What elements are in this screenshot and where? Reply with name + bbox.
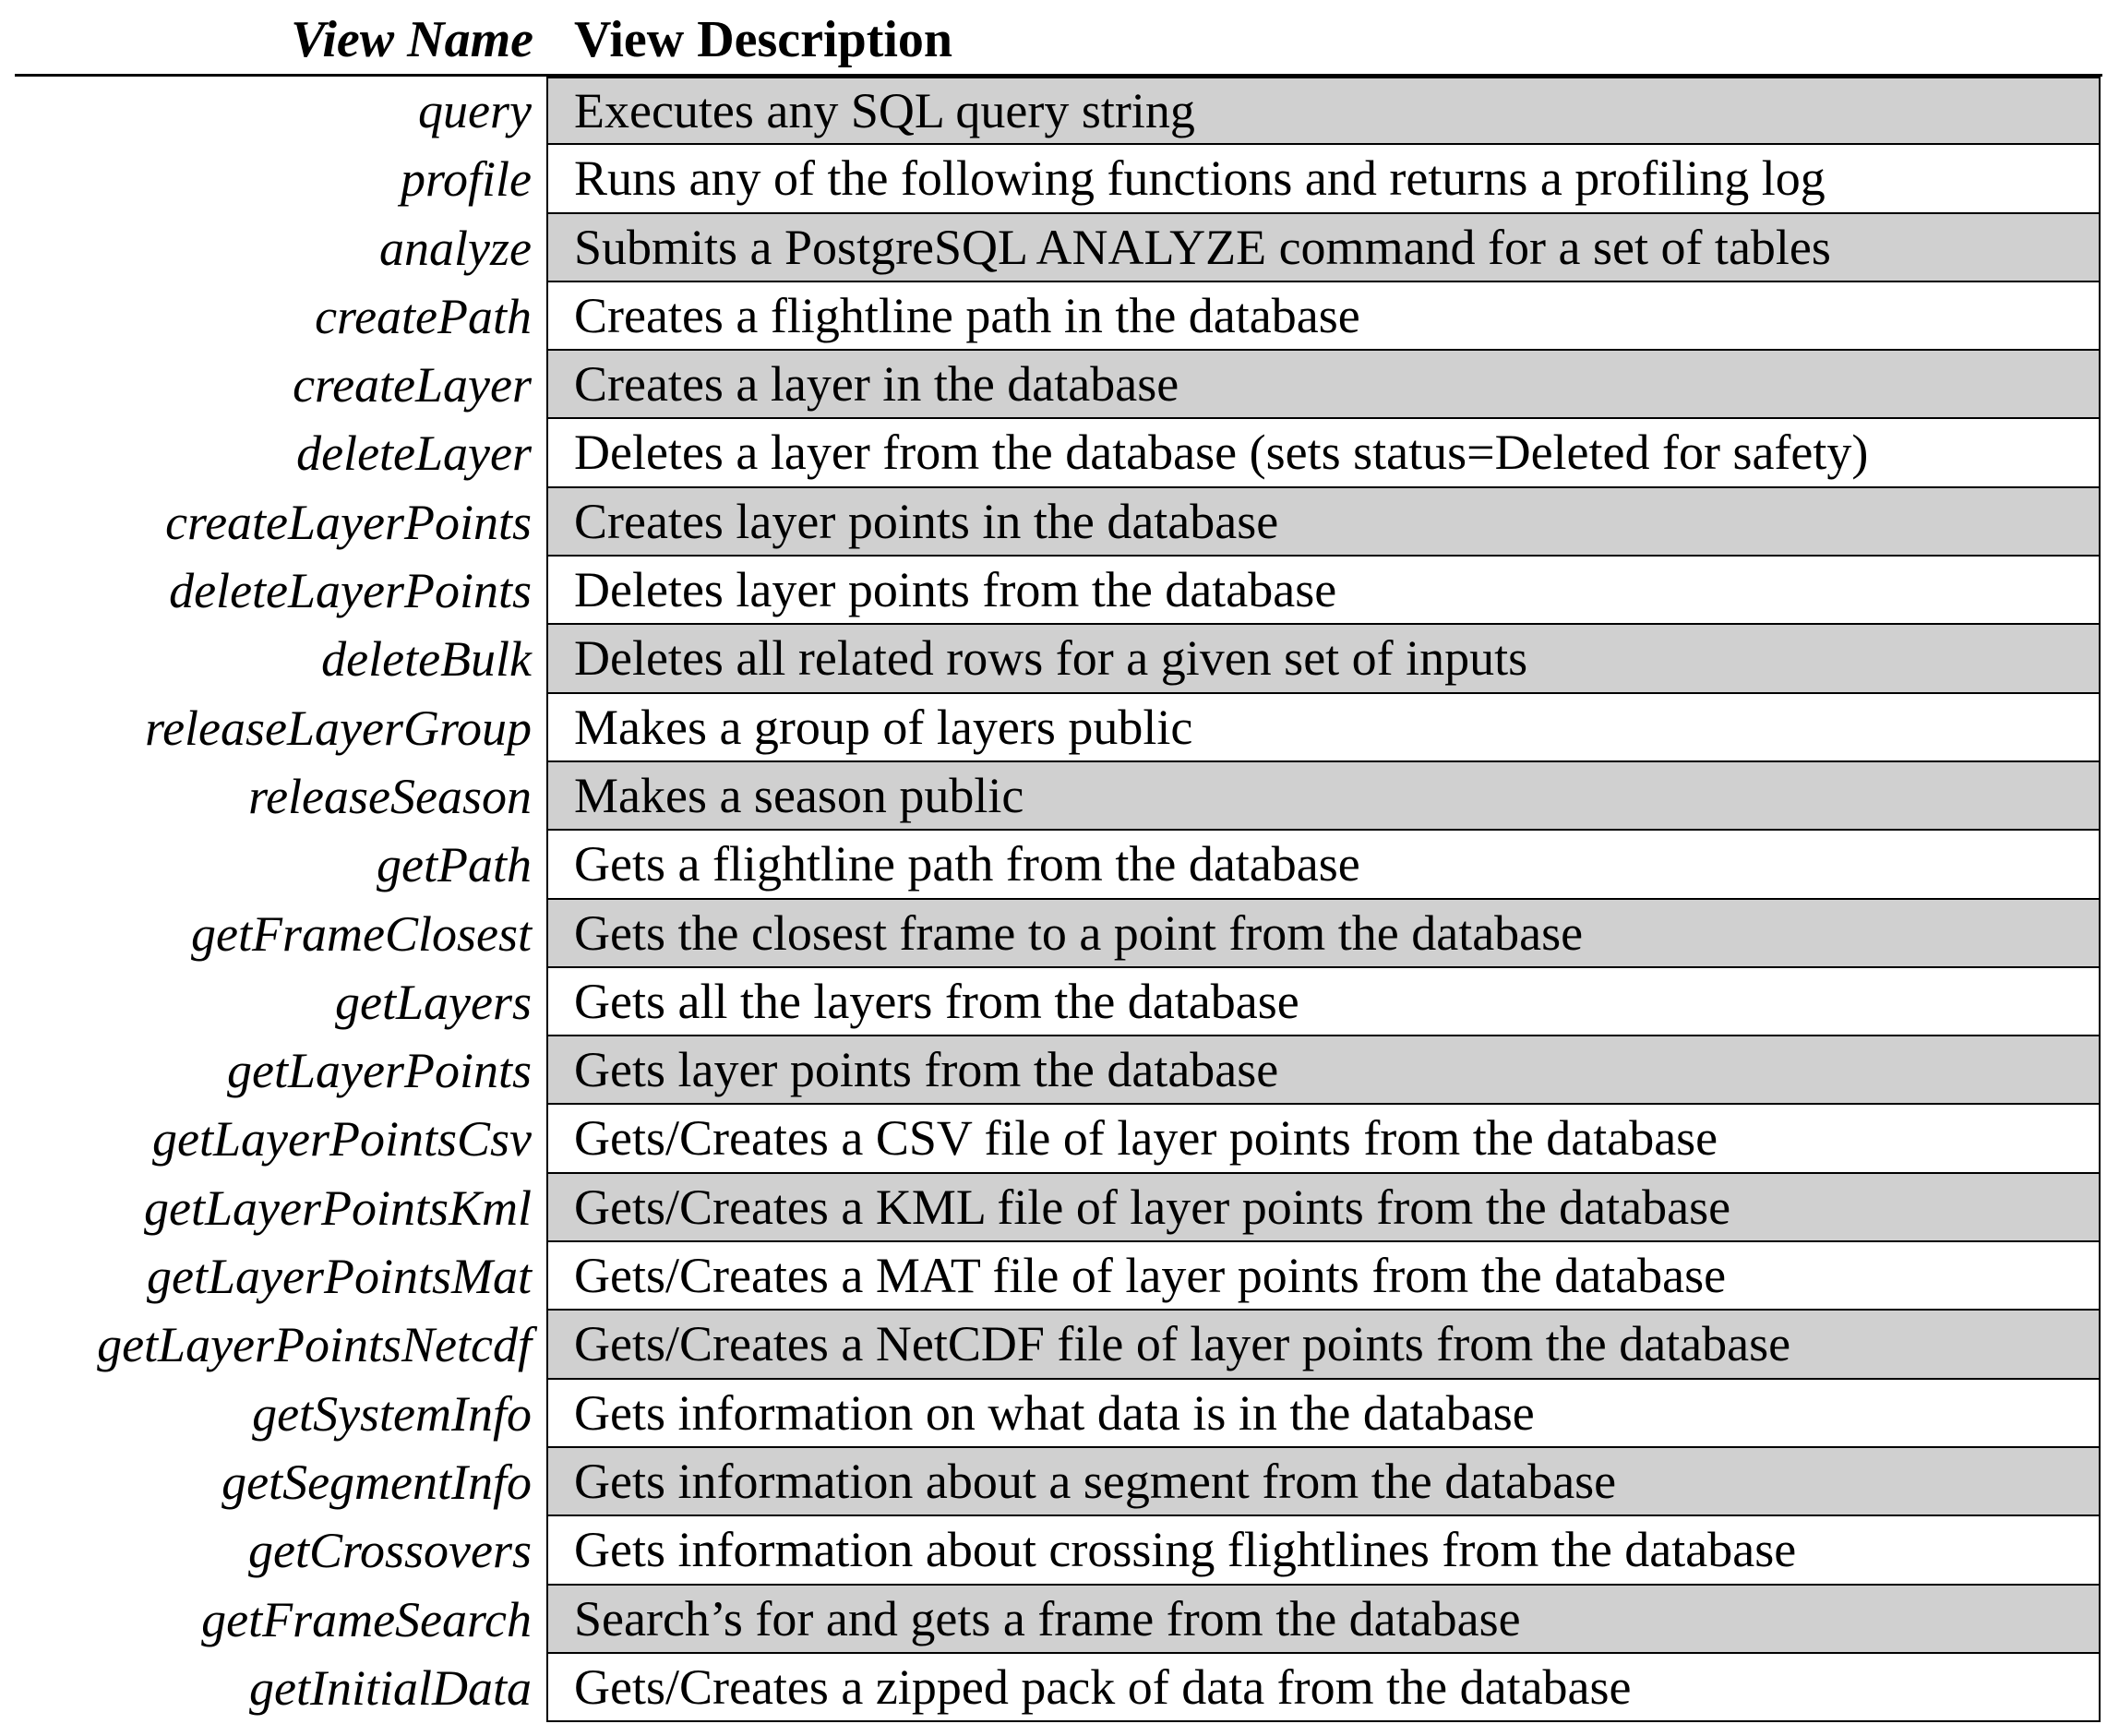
view-description-cell: Deletes a layer from the database (sets status=Deleted for safety) — [546, 419, 2101, 487]
view-name-cell: deleteLayerPoints — [169, 563, 532, 619]
table-row — [15, 1586, 2102, 1654]
table-row — [15, 77, 2102, 145]
table-row — [15, 214, 2102, 282]
table-row — [15, 900, 2102, 968]
view-name-cell: getLayerPointsMat — [147, 1249, 532, 1305]
view-name-cell: getPath — [377, 837, 532, 893]
view-name-cell: releaseSeason — [248, 768, 532, 824]
view-name-cell: getSegmentInfo — [221, 1454, 532, 1510]
view-name-cell: deleteLayer — [296, 425, 532, 482]
view-description-cell: Makes a group of layers public — [546, 694, 2101, 762]
view-name-cell: getSystemInfo — [252, 1385, 532, 1442]
table-row — [15, 488, 2102, 557]
table-row — [15, 1174, 2102, 1242]
table-row — [15, 968, 2102, 1036]
view-name-cell: analyze — [379, 220, 532, 276]
view-name-cell: getLayerPointsCsv — [152, 1111, 532, 1167]
view-description-cell: Gets information about crossing flightlines from the database — [546, 1516, 2101, 1585]
view-name-cell: createLayerPoints — [165, 494, 532, 550]
view-description-cell: Gets/Creates a MAT file of layer points from the database — [546, 1242, 2101, 1311]
table-row — [15, 351, 2102, 419]
view-name-cell: deleteBulk — [321, 631, 532, 688]
view-name-cell: createPath — [315, 288, 532, 344]
view-name-cell: getCrossovers — [248, 1523, 532, 1579]
table-row — [15, 625, 2102, 693]
table-row — [15, 145, 2102, 213]
view-description-cell: Gets a flightline path from the database — [546, 831, 2101, 899]
table-row — [15, 557, 2102, 625]
view-name-cell: query — [418, 83, 532, 138]
table-row — [15, 282, 2102, 351]
table-row — [15, 419, 2102, 487]
view-name-cell: getLayerPoints — [227, 1043, 532, 1099]
view-description-cell: Creates a layer in the database — [546, 351, 2101, 419]
view-name-cell: getInitialData — [249, 1659, 532, 1716]
view-name-cell: getLayers — [335, 974, 532, 1030]
table-row — [15, 1105, 2102, 1173]
view-description-cell: Executes any SQL query string — [546, 77, 2101, 145]
view-description-cell: Deletes layer points from the database — [546, 557, 2101, 625]
view-description-cell: Gets information about a segment from the database — [546, 1448, 2101, 1516]
view-name-cell: getFrameClosest — [191, 905, 532, 962]
view-description-cell: Gets information on what data is in the database — [546, 1380, 2101, 1448]
view-name-cell: createLayer — [293, 357, 532, 413]
view-name-cell: getLayerPointsNetcdf — [97, 1317, 532, 1373]
table-body — [15, 77, 2102, 1722]
view-description-cell: Makes a season public — [546, 762, 2101, 831]
table-row — [15, 1311, 2102, 1379]
view-description-cell: Creates a flightline path in the database — [546, 282, 2101, 351]
table-header — [15, 6, 2102, 74]
table-row — [15, 1516, 2102, 1585]
view-description-cell: Gets/Creates a KML file of layer points from the database — [546, 1174, 2101, 1242]
header-view-name: View Name — [291, 11, 533, 68]
view-description-cell: Gets the closest frame to a point from the database — [546, 900, 2101, 968]
view-description-cell: Gets/Creates a CSV file of layer points from the database — [546, 1105, 2101, 1173]
table-row — [15, 1380, 2102, 1448]
view-name-cell: getFrameSearch — [201, 1591, 532, 1647]
table-row — [15, 1036, 2102, 1105]
table-row — [15, 1242, 2102, 1311]
header-view-description: View Description — [574, 11, 953, 68]
view-description-cell: Gets all the layers from the database — [546, 968, 2101, 1036]
table-row — [15, 694, 2102, 762]
table-row — [15, 1448, 2102, 1516]
view-description-cell: Search’s for and gets a frame from the database — [546, 1586, 2101, 1654]
view-description-cell: Gets layer points from the database — [546, 1036, 2101, 1105]
table-row — [15, 1654, 2102, 1722]
view-name-cell: getLayerPointsKml — [144, 1179, 532, 1236]
table-row — [15, 762, 2102, 831]
view-description-cell: Runs any of the following functions and returns a profiling log — [546, 145, 2101, 213]
view-name-cell: releaseLayerGroup — [145, 700, 532, 756]
view-description-cell: Gets/Creates a NetCDF file of layer points from the database — [546, 1311, 2101, 1379]
view-name-cell: profile — [401, 151, 532, 208]
view-description-cell: Deletes all related rows for a given set of inputs — [546, 625, 2101, 693]
table-row — [15, 831, 2102, 899]
view-description-cell: Gets/Creates a zipped pack of data from the database — [546, 1654, 2101, 1722]
view-description-cell: Submits a PostgreSQL ANALYZE command for a set of tables — [546, 214, 2101, 282]
view-description-cell: Creates layer points in the database — [546, 488, 2101, 557]
